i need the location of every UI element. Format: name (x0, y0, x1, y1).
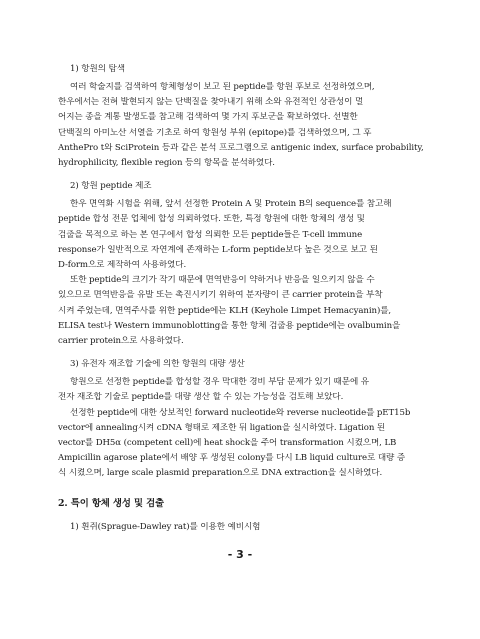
text-line: peptide 합성 전문 업체에 합성 의뢰하였다. 또한, 특정 항원에 대한 항체의 생성 및 (58, 214, 365, 225)
text-line: 전자 재조합 기술로 peptide를 대량 생산 할 수 있는 가능성을 검토해 보았다. (58, 392, 344, 403)
text-line: Ampicillin agarose plate에서 배양 후 생성된 colony를 다시 LB liquid culture로 대량 증 (58, 453, 406, 464)
text-line: 검출을 목적으로 하는 본 연구에서 합성 의뢰한 모든 peptide들은 T-cell immune (58, 229, 363, 240)
text-line: vector에 annealing시켜 cDNA 형태로 제조한 뒤 ligation을 실시하였다. Ligation 된 (58, 422, 386, 433)
text-line: 단백질의 아미노산 서열을 기초로 하여 항원성 부위 (epitope)를 검색하였으며, 그 후 (58, 127, 372, 138)
text-line: 선정한 peptide에 대한 상보적인 forward nucleotide와 reverse nucleotide를 pET15b (70, 407, 411, 418)
chapter-heading: 2. 특이 항체 생성 및 검출 (58, 497, 165, 509)
text-line: 있으므로 면역반응을 유발 또는 촉진시키기 위하여 분자량이 큰 carrier protein을 부착 (58, 290, 383, 301)
text-line: vector를 DH5α (competent cell)에 heat shock을 주어 transformation 시켰으며, LB (58, 438, 397, 448)
text-line: ELISA test나 Western immunoblotting을 통한 항체 검출용 peptide에는 ovalbumin을 (58, 320, 401, 331)
text-line: D-form으로 제작하여 사용하였다. (58, 260, 187, 270)
section-heading-1: 1) 항원의 탐색 (70, 64, 125, 74)
text-line: 어지는 종을 계통 발생도를 참고해 검색하여 몇 가지 후보군을 확보하였다. 선별한 (58, 112, 358, 123)
text-line: response가 일반적으로 자연계에 존재하는 L-form peptide보다 높은 것으로 보고 된 (58, 244, 378, 255)
section-heading-3: 3) 유전자 재조합 기술에 의한 항원의 대량 생산 (70, 359, 245, 370)
text-line: 시켜 주었는데, 면역주사를 위한 peptide에는 KLH (Keyhole Limpet Hemacyanin)를, (58, 305, 392, 316)
sub-heading: 1) 흰쥐(Sprague-Dawley rat)를 이용한 예비시험 (70, 521, 261, 532)
text-line: carrier protein으로 사용하였다. (58, 336, 184, 346)
text-line: 여러 학술지를 검색하여 항체형성이 보고 된 peptide를 항원 후보로 선정하였으며, (70, 82, 375, 92)
section-heading-2: 2) 항원 peptide 제조 (70, 181, 152, 192)
text-line: 식 시켰으며, large scale plasmid preparation으로 DNA extraction을 실시하였다. (58, 468, 383, 479)
text-line: AnthePro t와 SciProtein 등과 같은 분석 프로그램으로 antigenic index, surface probability, (58, 142, 424, 153)
text-line: hydrophilicity, flexible region 등의 항목을 분석하였다. (58, 158, 275, 168)
text-line: 항원으로 선정한 peptide를 합성할 경우 막대한 경비 부담 문제가 있기 때문에 유 (70, 377, 369, 388)
page-number: - 3 - (227, 547, 253, 561)
text-line: 한우에서는 전혀 발현되지 않는 단백질을 찾아내기 위해 소와 유전적인 상관성이 멀 (58, 97, 364, 108)
text-line: 한우 면역화 시험을 위해, 앞서 선정한 Protein A 및 Protein B의 sequence를 참고해 (70, 199, 392, 210)
text-line: 또한 peptide의 크기가 작기 때문에 면역반응이 약하거나 반응을 일으키지 않을 수 (70, 275, 375, 286)
